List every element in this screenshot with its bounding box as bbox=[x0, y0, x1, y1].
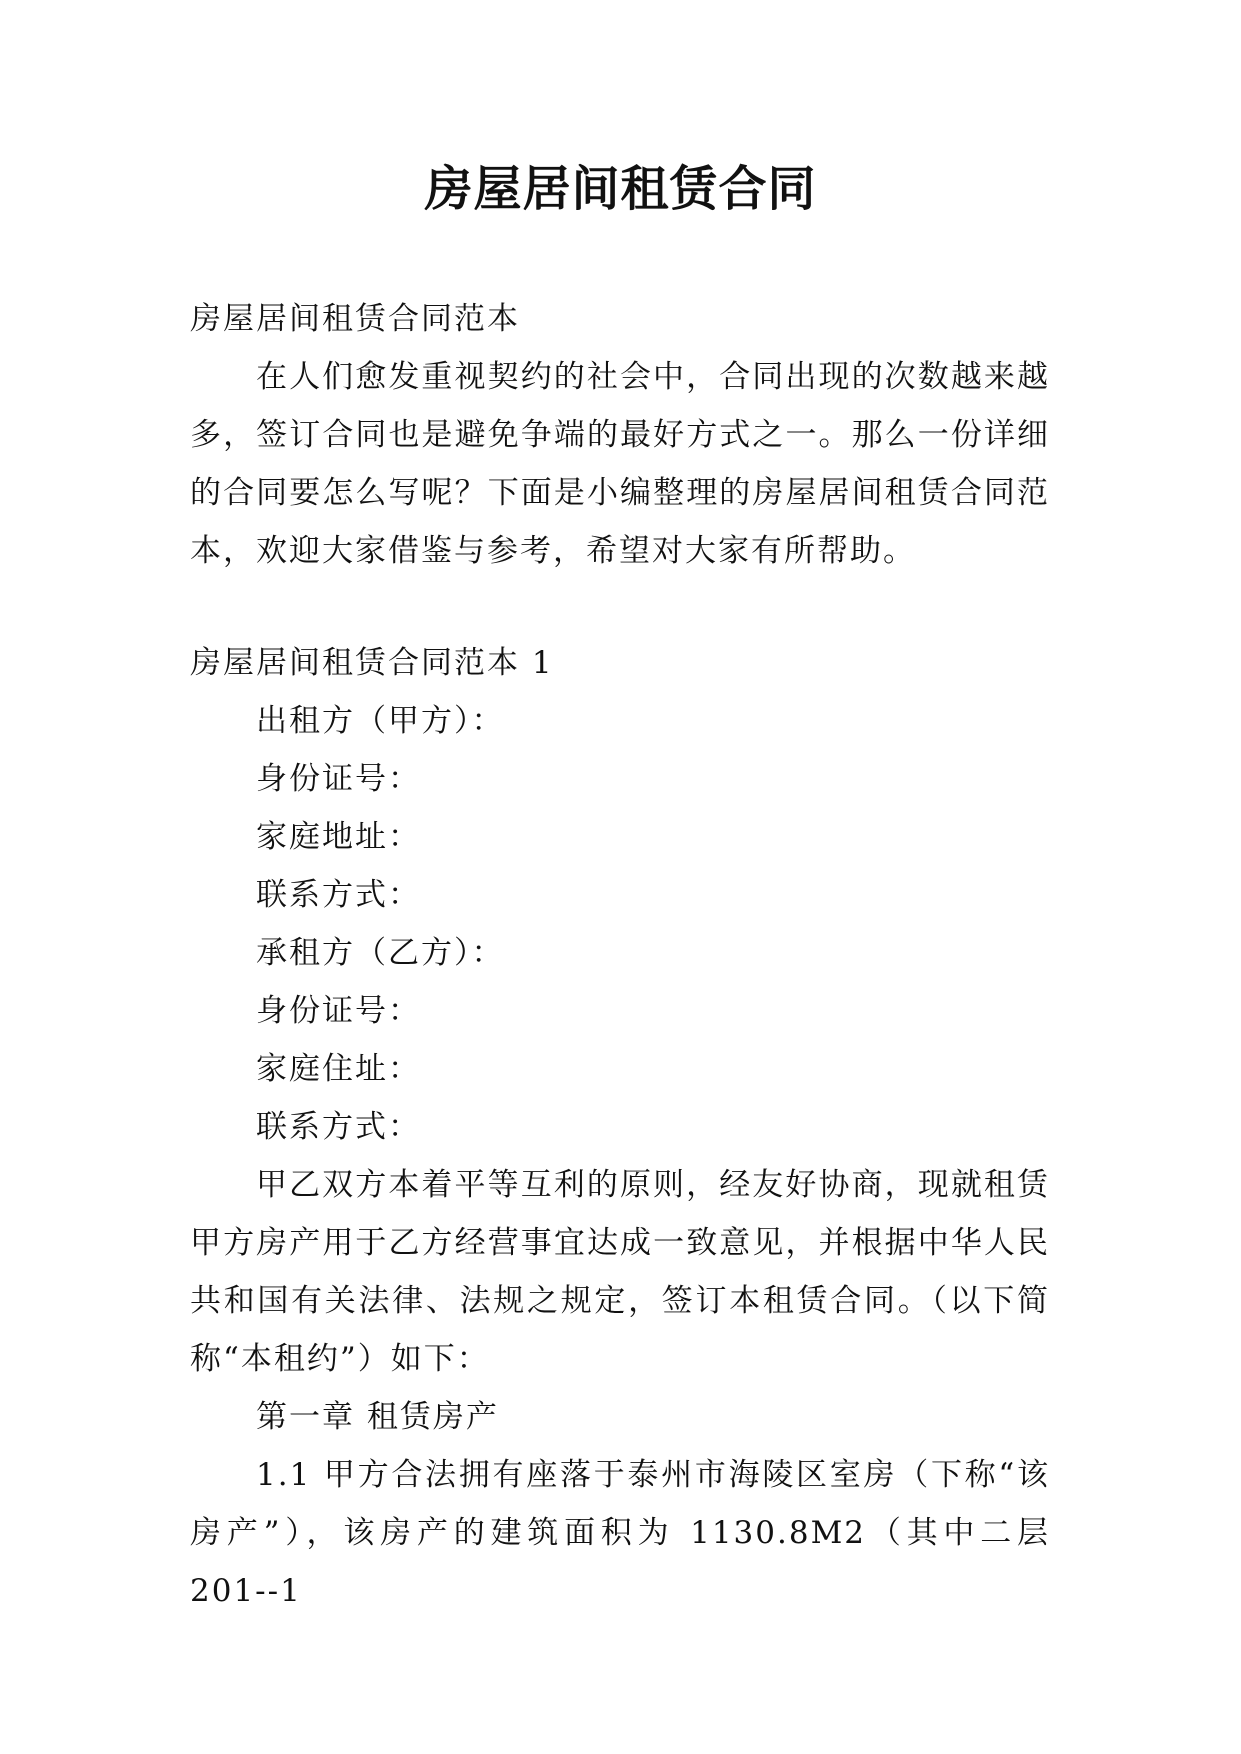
lessee-address-label: 家庭住址： bbox=[256, 1051, 421, 1087]
lessee-label: 承租方（乙方）： bbox=[256, 935, 505, 971]
lessee-contact-label: 联系方式： bbox=[256, 1109, 421, 1145]
document-body bbox=[190, 290, 1050, 1620]
lessor-address-label: 家庭地址： bbox=[256, 819, 421, 855]
chapter-heading: 第一章 租赁房产 bbox=[256, 1399, 499, 1435]
paragraph-gap bbox=[190, 580, 1050, 634]
section-heading: 房屋居间租赁合同范本 bbox=[190, 301, 520, 337]
clause-paragraph: 1.1 甲方合法拥有座落于泰州市海陵区室房（下称“该房产”），该房产的建筑面积为 1130.8M2（其中二层 201--1 bbox=[190, 1457, 1050, 1609]
intro-paragraph: 在人们愈发重视契约的社会中，合同出现的次数越来越多，签订合同也是避免争端的最好方式之一。那么一份详细的合同要怎么写呢？下面是小编整理的房屋居间租赁合同范本，欢迎大家借鉴与参考，希望对大家有所帮助。 bbox=[190, 359, 1050, 569]
lessor-id-label: 身份证号： bbox=[256, 761, 421, 797]
lessee-id-label: 身份证号： bbox=[256, 993, 421, 1029]
lessor-label: 出租方（甲方）： bbox=[256, 703, 505, 739]
document-title: 房屋居间租赁合同 bbox=[424, 161, 817, 217]
preamble-paragraph: 甲乙双方本着平等互利的原则，经友好协商，现就租赁甲方房产用于乙方经营事宜达成一致意见，并根据中华人民共和国有关法律、法规之规定，签订本租赁合同。（以下简称“本租约”）如下： bbox=[190, 1167, 1050, 1377]
sample-heading: 房屋居间租赁合同范本 1 bbox=[190, 645, 554, 681]
lessor-contact-label: 联系方式： bbox=[256, 877, 421, 913]
